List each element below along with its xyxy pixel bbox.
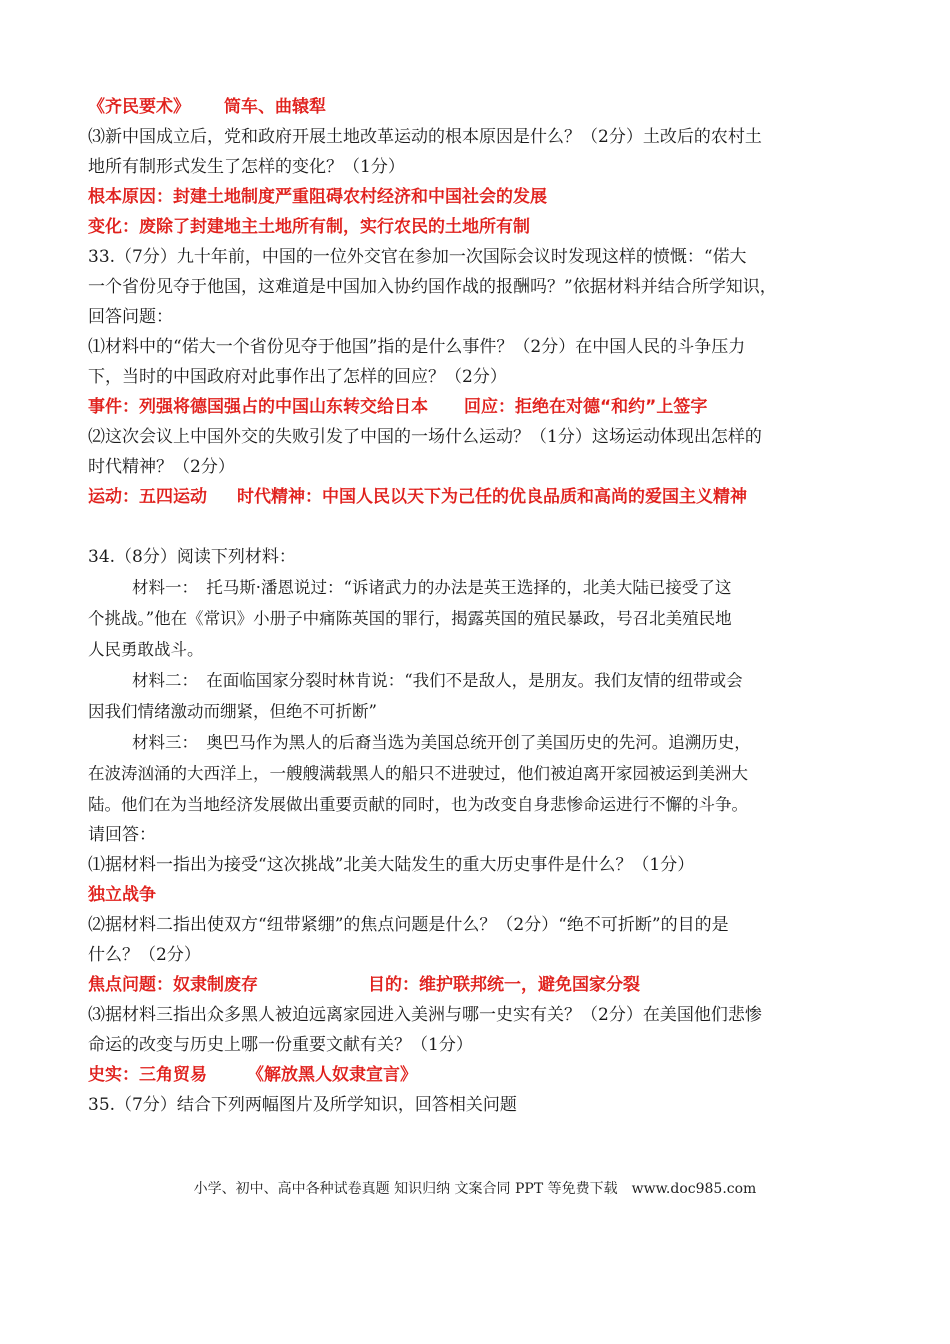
answer-line (88, 92, 873, 122)
answer-text: 焦点问题：奴隶制废存 (88, 975, 258, 995)
question-text: ⑶据材料三指出众多黑人被迫远离家园进入美洲与哪一史实有关？（2分）在美国他们悲惨 (88, 1005, 762, 1025)
material-text: 个挑战。”他在《常识》小册子中痛陈英国的罪行，揭露英国的殖民暴政，号召北美殖民地 (88, 609, 732, 628)
question-text: 什么？（2分） (88, 945, 201, 965)
material-text: 材料三： 奥巴马作为黑人的后裔当选为美国总统开创了美国历史的先河。追溯历史， (132, 733, 751, 752)
spacer (88, 512, 873, 542)
question-text: 命运的改变与历史上哪一份重要文献有关？（1分） (88, 1035, 473, 1055)
question-text: 一个省份见夺于他国，这难道是中国加入协约国作战的报酬吗？”依据材料并结合所学知识， (88, 277, 777, 297)
question-33-heading: 33.（7分）九十年前，中国的一位外交官在参加一次国际会议时发现这样的愤慨：“偌大 (88, 247, 747, 267)
material-text: 人民勇敢战斗。 (88, 640, 204, 659)
answer-text: 目的：维护联邦统一，避免国家分裂 (368, 975, 640, 995)
question-text: ⑴据材料一指出为接受“这次挑战”北美大陆发生的重大历史事件是什么？（1分） (88, 855, 695, 875)
page-footer: 小学、初中、高中各种试卷真题 知识归纳 文案合同 PPT 等免费下载 www.doc985.com (193, 1181, 757, 1197)
answer-text: 回应：拒绝在对德“和约”上签字 (464, 397, 708, 417)
answer-text: 史实：三角贸易 (88, 1065, 207, 1085)
answer-line (88, 1060, 873, 1090)
material-text: 陆。他们在为当地经济发展做出重要贡献的同时，也为改变自身悲惨命运进行不懈的斗争。 (88, 795, 748, 814)
answer-line (88, 482, 873, 512)
question-text: ⑶新中国成立后，党和政府开展土地改革运动的根本原因是什么？（2分）土改后的农村土 (88, 127, 762, 147)
answer-text: 时代精神：中国人民以天下为己任的优良品质和高尚的爱国主义精神 (237, 487, 747, 507)
question-text: ⑵这次会议上中国外交的失败引发了中国的一场什么运动？（1分）这场运动体现出怎样的 (88, 427, 762, 447)
question-34-heading: 34.（8分）阅读下列材料： (88, 547, 296, 567)
answer-line: 根本原因：封建土地制度严重阻碍农村经济和中国社会的发展 (88, 187, 547, 207)
answer-text: 《齐民要术》 (88, 97, 190, 117)
question-text: ⑴材料中的“偌大一个省份见夺于他国”指的是什么事件？（2分）在中国人民的斗争压力 (88, 337, 746, 357)
question-35-heading: 35.（7分）结合下列两幅图片及所学知识，回答相关问题 (88, 1095, 517, 1115)
answer-text: 筒车、曲辕犁 (224, 97, 326, 117)
question-text: 回答问题： (88, 307, 173, 327)
answer-line (88, 970, 873, 1000)
question-text: 地所有制形式发生了怎样的变化？（1分） (88, 157, 405, 177)
question-text: ⑵据材料二指出使双方“纽带紧绷”的焦点问题是什么？（2分）“绝不可折断”的目的是 (88, 915, 729, 935)
question-text: 时代精神？（2分） (88, 457, 235, 477)
document-body (88, 92, 873, 1120)
answer-line (88, 392, 873, 422)
answer-line: 变化：废除了封建地主土地所有制，实行农民的土地所有制 (88, 217, 530, 237)
answer-line: 独立战争 (88, 885, 156, 905)
material-text: 材料二： 在面临国家分裂时林肯说：“我们不是敌人，是朋友。我们友情的纽带或会 (132, 671, 743, 690)
material-text: 在波涛汹涌的大西洋上，一艘艘满载黑人的船只不进驶过，他们被迫离开家园被运到美洲大 (88, 764, 748, 783)
material-text: 材料一： 托马斯·潘恩说过：“诉诸武力的办法是英王选择的，北美大陆已接受了这 (132, 578, 732, 597)
answer-text: 《解放黑人奴隶宣言》 (247, 1065, 417, 1085)
material-text: 因我们情绪激动而绷紧，但绝不可折断” (88, 702, 377, 721)
answer-text: 事件：列强将德国强占的中国山东转交给日本 (88, 397, 428, 417)
answer-text: 运动：五四运动 (88, 487, 207, 507)
question-text: 请回答： (88, 825, 156, 845)
question-text: 下，当时的中国政府对此事作出了怎样的回应？（2分） (88, 367, 507, 387)
